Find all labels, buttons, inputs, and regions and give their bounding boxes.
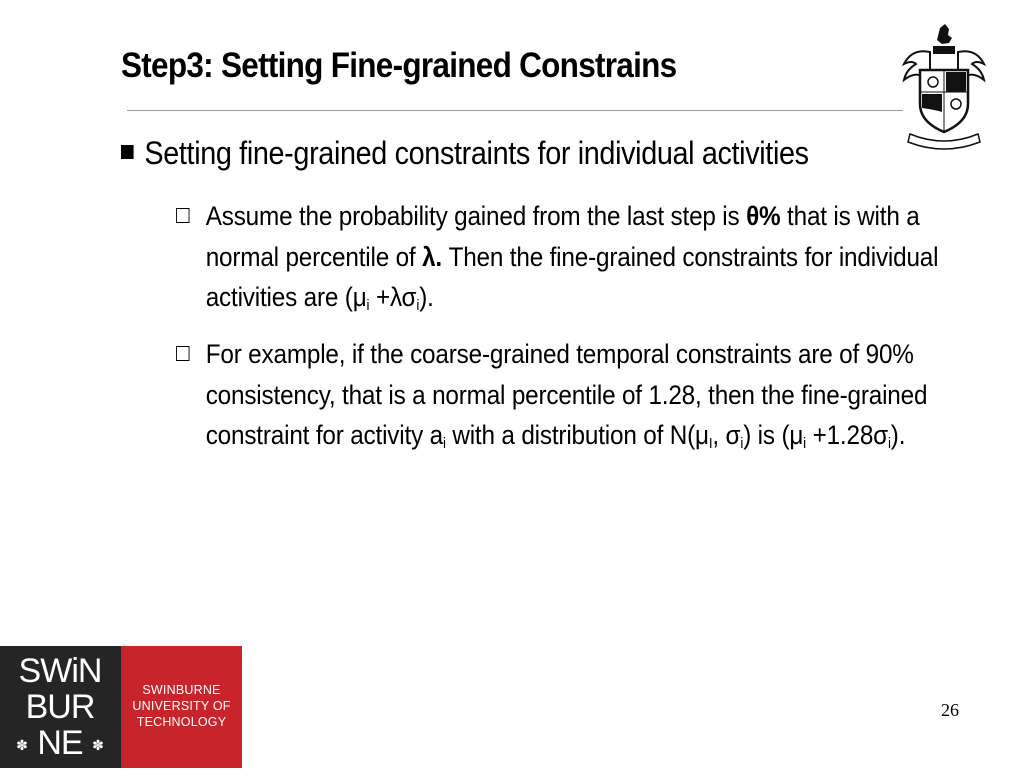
text-run: , σ xyxy=(712,420,741,450)
svg-text:BUR: BUR xyxy=(25,688,95,726)
title-divider xyxy=(127,110,903,111)
bullet-item xyxy=(121,135,868,172)
swinburne-wordmark-icon xyxy=(0,646,121,768)
subscript: i xyxy=(740,435,744,452)
subscript: i xyxy=(887,435,891,452)
text-run: ). xyxy=(890,420,906,450)
text-run: ). xyxy=(419,282,434,312)
slide-title: Step3: Setting Fine-grained Constrains xyxy=(121,46,677,85)
text-run: ) is (μ xyxy=(743,420,804,450)
logo-wordmark-panel xyxy=(0,646,121,768)
university-crest-icon xyxy=(900,22,988,150)
logo-line: TECHNOLOGY xyxy=(136,715,227,729)
text-run: Then the fine-grained constraints for individual activities are (μ xyxy=(205,241,939,312)
svg-text:✽: ✽ xyxy=(16,737,28,753)
filled-square-bullet-icon xyxy=(121,145,134,159)
svg-text:✽: ✽ xyxy=(92,737,104,753)
lambda-symbol: λ. xyxy=(422,241,442,272)
page-number: 26 xyxy=(941,700,959,720)
text-run: For example, if the coarse-grained temporal constraints are of 90% consistency, that is a normal percentile of 1.28, then the fine-grained constraint for activity a xyxy=(205,339,928,450)
hollow-square-bullet-icon xyxy=(176,346,190,361)
sub-bullet-item xyxy=(176,334,950,456)
text-run: that is with a normal percentile of xyxy=(205,201,920,272)
logo-text-panel xyxy=(121,646,242,768)
text-run: +λσ xyxy=(369,282,417,312)
theta-symbol: θ% xyxy=(746,201,781,231)
sub-bullet-item xyxy=(176,196,950,318)
subscript: i xyxy=(366,297,370,314)
logo-line: UNIVERSITY OF xyxy=(132,699,231,713)
svg-text:SWiN: SWiN xyxy=(18,652,102,690)
logo-line: SWINBURNE xyxy=(142,683,221,697)
text-run: +1.28σ xyxy=(806,420,888,450)
subscript: I xyxy=(708,435,713,452)
sub-bullet-text xyxy=(176,196,950,318)
bullet-text: Setting fine-grained constraints for individual activities xyxy=(144,135,809,171)
subscript: i xyxy=(416,297,420,314)
text-run: with a distribution of N(μ xyxy=(445,420,709,450)
sub-bullet-text xyxy=(176,334,950,456)
subscript: i xyxy=(442,435,446,452)
text-run: Assume the probability gained from the last step is xyxy=(205,201,747,231)
svg-text:NE: NE xyxy=(37,724,83,762)
swinburne-logo xyxy=(0,646,242,768)
hollow-square-bullet-icon xyxy=(176,208,190,223)
subscript: i xyxy=(803,435,806,452)
